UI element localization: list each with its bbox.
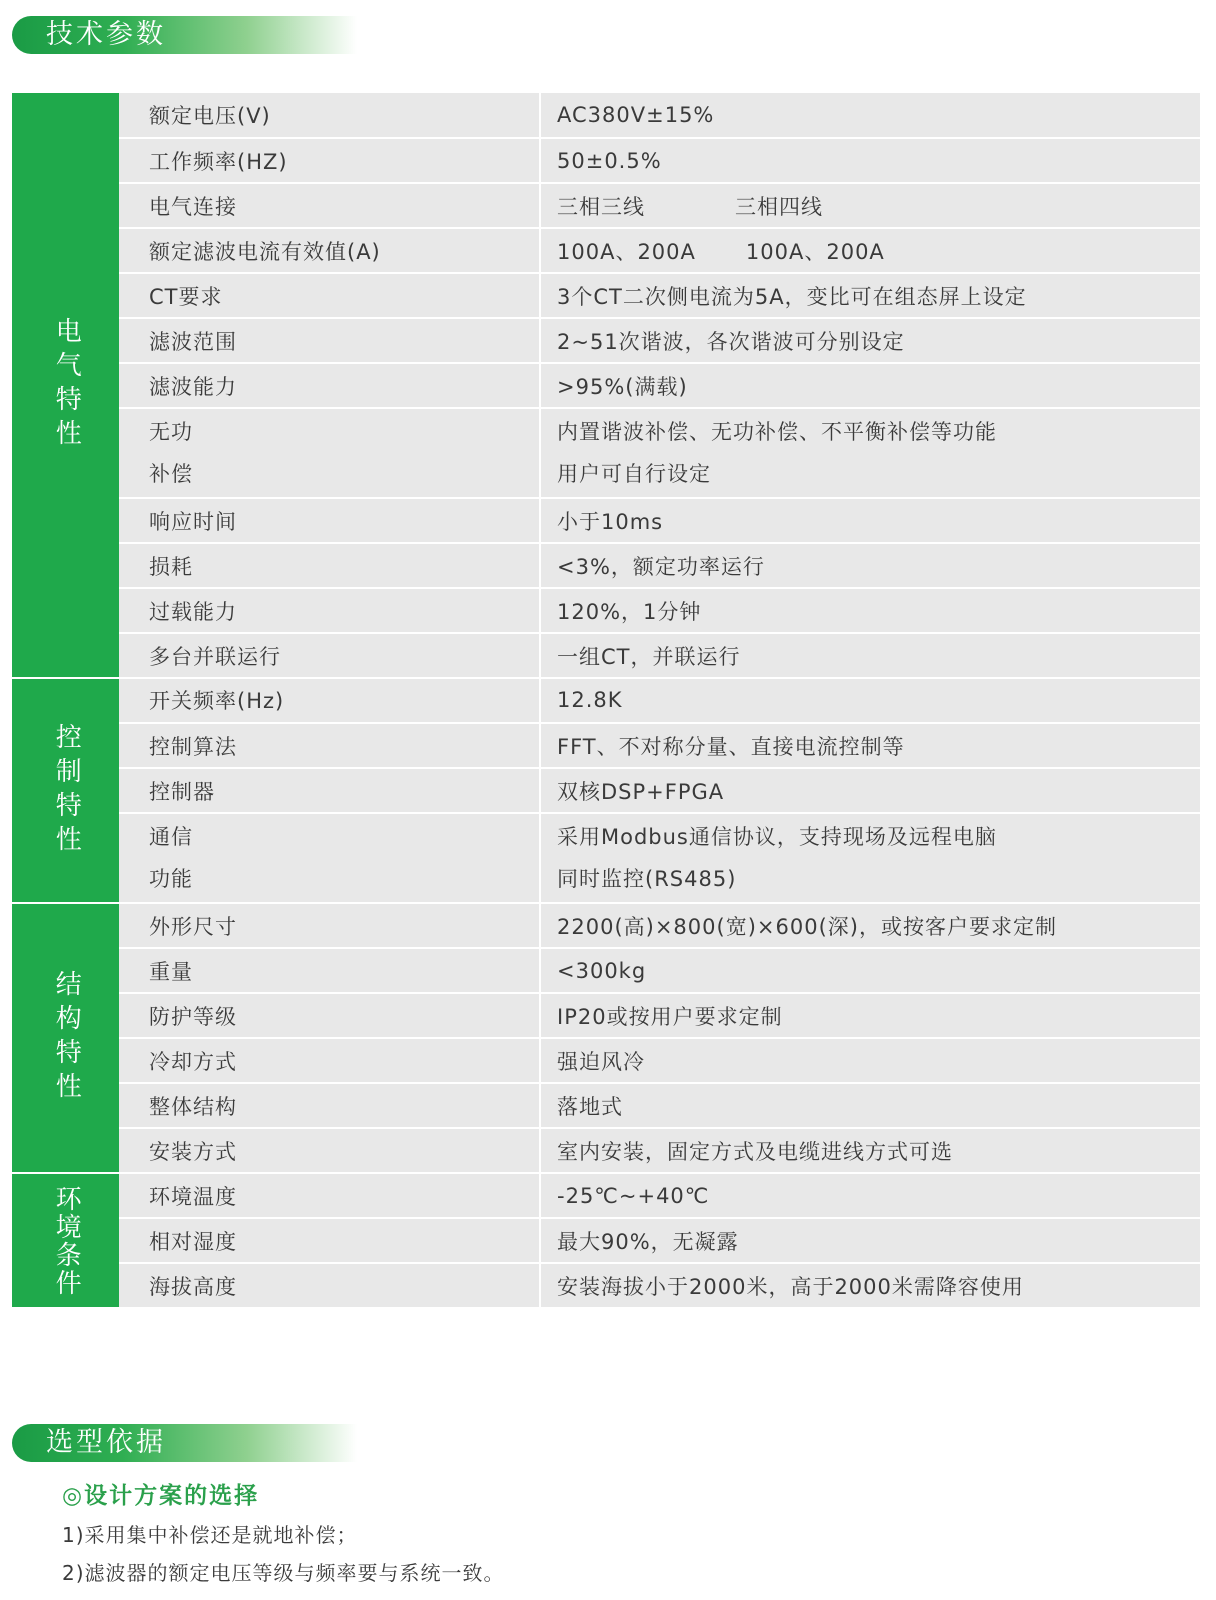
table-row xyxy=(12,363,1200,408)
param-name: 多台并联运行 xyxy=(119,633,540,678)
param-name: 防护等级 xyxy=(119,993,540,1038)
param-name: CT要求 xyxy=(119,273,540,318)
table-row xyxy=(12,1128,1200,1173)
value-line: 用户可自行设定 xyxy=(557,462,711,486)
param-name: 过载能力 xyxy=(119,588,540,633)
param-value xyxy=(540,813,1200,903)
param-value: AC380V±15% xyxy=(540,93,1200,138)
param-value: 2200(高)×800(宽)×600(深)，或按客户要求定制 xyxy=(540,903,1200,948)
table-row xyxy=(12,903,1200,948)
param-name: 控制器 xyxy=(119,768,540,813)
param-value: FFT、不对称分量、直接电流控制等 xyxy=(540,723,1200,768)
table-row xyxy=(12,138,1200,183)
param-name: 开关频率(Hz) xyxy=(119,678,540,723)
param-name: 额定滤波电流有效值(A) xyxy=(119,228,540,273)
param-name: 损耗 xyxy=(119,543,540,588)
table-row xyxy=(12,678,1200,723)
value-line: 同时监控(RS485) xyxy=(557,867,737,891)
param-value: <3%，额定功率运行 xyxy=(540,543,1200,588)
table-row xyxy=(12,408,1200,498)
table-row xyxy=(12,948,1200,993)
value-line: 内置谐波补偿、无功补偿、不平衡补偿等功能 xyxy=(557,420,997,444)
param-value: >95%(满载) xyxy=(540,363,1200,408)
table-row xyxy=(12,1173,1200,1218)
value-part: 100A、200A xyxy=(557,239,696,264)
table-row xyxy=(12,93,1200,138)
param-value: 强迫风冷 xyxy=(540,1038,1200,1083)
param-name: 滤波能力 xyxy=(119,363,540,408)
param-value: 落地式 xyxy=(540,1083,1200,1128)
subsection-title: ◎设计方案的选择 xyxy=(62,1483,260,1509)
param-name: 重量 xyxy=(119,948,540,993)
table-row xyxy=(12,723,1200,768)
param-name: 环境温度 xyxy=(119,1173,540,1218)
table-row xyxy=(12,993,1200,1038)
table-row xyxy=(12,768,1200,813)
param-value xyxy=(540,183,1200,228)
param-name xyxy=(119,408,540,498)
param-value: IP20或按用户要求定制 xyxy=(540,993,1200,1038)
section-header-tech-params xyxy=(12,16,357,54)
param-name: 额定电压(V) xyxy=(119,93,540,138)
category-environment: 环境条件 xyxy=(12,1173,119,1308)
table-row xyxy=(12,1038,1200,1083)
param-name: 响应时间 xyxy=(119,498,540,543)
name-line: 功能 xyxy=(149,867,193,891)
param-value: 2~51次谐波，各次谐波可分别设定 xyxy=(540,318,1200,363)
param-name: 外形尺寸 xyxy=(119,903,540,948)
param-name: 海拔高度 xyxy=(119,1263,540,1308)
table-row xyxy=(12,273,1200,318)
param-value: 3个CT二次侧电流为5A，变比可在组态屏上设定 xyxy=(540,273,1200,318)
name-line: 补偿 xyxy=(149,462,193,486)
paragraph-line: 2)滤波器的额定电压等级与频率要与系统一致。 xyxy=(62,1561,505,1585)
spec-table xyxy=(12,93,1200,1309)
param-name: 工作频率(HZ) xyxy=(119,138,540,183)
param-value: 小于10ms xyxy=(540,498,1200,543)
param-value: 安装海拔小于2000米，高于2000米需降容使用 xyxy=(540,1263,1200,1308)
value-part: 100A、200A xyxy=(745,239,885,264)
param-value: 室内安装，固定方式及电缆进线方式可选 xyxy=(540,1128,1200,1173)
table-row xyxy=(12,543,1200,588)
paragraph-line: 1)采用集中补偿还是就地补偿； xyxy=(62,1523,358,1547)
table-row xyxy=(12,183,1200,228)
table-row xyxy=(12,633,1200,678)
section-title: 选型依据 xyxy=(46,1427,166,1458)
table-row xyxy=(12,813,1200,903)
param-name: 冷却方式 xyxy=(119,1038,540,1083)
value-line: 采用Modbus通信协议，支持现场及远程电脑 xyxy=(557,825,997,849)
table-row xyxy=(12,1263,1200,1308)
param-value: 最大90%，无凝露 xyxy=(540,1218,1200,1263)
section-header-selection xyxy=(12,1424,357,1462)
param-value: 一组CT，并联运行 xyxy=(540,633,1200,678)
param-value: 120%，1分钟 xyxy=(540,588,1200,633)
param-value xyxy=(540,228,1200,273)
param-value: -25℃~+40℃ xyxy=(540,1173,1200,1218)
category-structure: 结构特性 xyxy=(12,903,119,1173)
value-part: 三相三线 xyxy=(557,194,645,219)
param-value: 12.8K xyxy=(540,678,1200,723)
param-name xyxy=(119,813,540,903)
param-name: 控制算法 xyxy=(119,723,540,768)
param-name: 电气连接 xyxy=(119,183,540,228)
param-name: 相对湿度 xyxy=(119,1218,540,1263)
param-name: 安装方式 xyxy=(119,1128,540,1173)
table-row xyxy=(12,318,1200,363)
value-part: 三相四线 xyxy=(735,194,823,219)
category-electrical: 电气特性 xyxy=(12,93,119,678)
category-control: 控制特性 xyxy=(12,678,119,903)
table-row xyxy=(12,498,1200,543)
name-line: 通信 xyxy=(149,825,193,849)
section-title: 技术参数 xyxy=(46,19,166,50)
param-value xyxy=(540,408,1200,498)
table-row xyxy=(12,1218,1200,1263)
param-name: 整体结构 xyxy=(119,1083,540,1128)
table-row xyxy=(12,588,1200,633)
param-value: <300kg xyxy=(540,948,1200,993)
name-line: 无功 xyxy=(149,420,193,444)
param-value: 50±0.5% xyxy=(540,138,1200,183)
table-row xyxy=(12,1083,1200,1128)
table-row xyxy=(12,228,1200,273)
param-name: 滤波范围 xyxy=(119,318,540,363)
param-value: 双核DSP+FPGA xyxy=(540,768,1200,813)
